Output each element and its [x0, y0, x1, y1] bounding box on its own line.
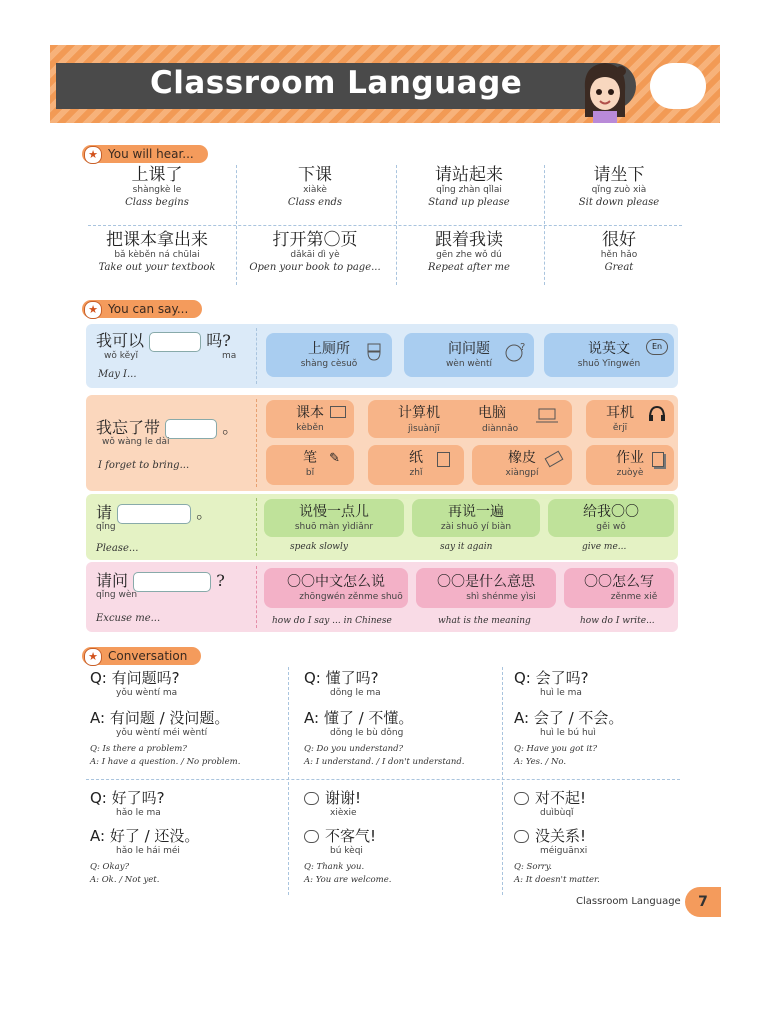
hear-item	[240, 230, 390, 275]
conv-answer-pinyin: méiguānxi	[540, 846, 588, 856]
conv-question: Q: 有问题吗?	[90, 669, 180, 687]
hear-pinyin: shàngkè le	[132, 185, 182, 195]
hear-zh: 上课了	[131, 165, 183, 185]
conv-question-pinyin: yǒu wèntí ma	[116, 688, 178, 698]
phrase-zh: 给我〇〇	[583, 504, 639, 520]
phrase-zh: 问问题	[448, 341, 490, 357]
conv-question: Q: 懂了吗?	[304, 669, 379, 687]
conv-en-q: Q: Sorry.	[514, 862, 552, 872]
hear-en: Take out your textbook	[98, 262, 216, 273]
book-icon	[330, 406, 346, 418]
hear-item	[240, 165, 390, 210]
phrase-what-meaning	[416, 568, 556, 608]
phrase-how-write	[564, 568, 674, 608]
hear-pinyin: gēn zhe wǒ dú	[436, 250, 502, 260]
pattern-forget	[96, 415, 238, 439]
page	[50, 45, 720, 925]
divider	[86, 779, 680, 780]
item-zh: 作业	[616, 450, 644, 466]
item-headphones	[586, 400, 674, 438]
hear-pinyin: bǎ kèběn ná chūlai	[114, 250, 200, 260]
hear-en: Repeat after me	[428, 262, 510, 273]
item-zh: 课本	[296, 405, 324, 421]
phrase-pinyin: shuō Yīngwén	[577, 359, 641, 369]
conv-question-pinyin: duìbùqǐ	[540, 808, 574, 818]
pattern-pinyin: qǐng	[96, 522, 116, 532]
conv-en-a: A: I understand. / I don't understand.	[304, 757, 465, 767]
blank-box	[133, 572, 211, 592]
star-icon: ★	[84, 146, 102, 164]
laptop-icon	[536, 408, 558, 424]
conv-answer-pinyin: huì le bú huì	[540, 728, 596, 738]
pattern-zh: 我可以	[96, 331, 145, 350]
conv-answer-pinyin: yǒu wèntí méi wèntí	[116, 728, 208, 738]
conv-en-a: A: Yes. / No.	[514, 757, 567, 767]
star-icon: ★	[84, 301, 102, 319]
conv-answer-pinyin: hǎo le hái méi	[116, 846, 180, 856]
phrase-pinyin: wèn wèntí	[445, 359, 493, 369]
conv-question-pinyin: xièxie	[330, 808, 357, 818]
hear-pinyin: hěn hǎo	[600, 250, 638, 260]
svg-text:?: ?	[520, 342, 526, 353]
phrase-pinyin: zěnme xiě	[610, 592, 658, 602]
conversation-block	[514, 789, 714, 887]
phrase-pinyin: shàng cèsuǒ	[300, 359, 358, 369]
say-row-forget	[86, 395, 678, 491]
conv-en-a: A: You are welcome.	[304, 875, 392, 885]
phrase-zh: 〇〇中文怎么说	[287, 574, 385, 590]
item-paper	[368, 445, 464, 485]
hear-zh: 下课	[298, 165, 332, 185]
conv-question: 对不起!	[535, 789, 587, 807]
headphones-icon	[648, 406, 666, 422]
speech-bubble-icon	[304, 792, 319, 805]
hear-zh: 打开第〇页	[272, 230, 358, 250]
pattern-en: Please...	[96, 543, 139, 554]
page-title: Classroom Language	[150, 65, 523, 101]
hear-zh: 请站起来	[435, 165, 503, 185]
phrase-zh: 上厕所	[308, 341, 350, 357]
conv-question: Q: 会了吗?	[514, 669, 589, 687]
phrase-pinyin: shuō màn yìdiǎnr	[294, 522, 374, 532]
banner-end-cap	[650, 63, 706, 109]
conv-answer: 没关系!	[535, 827, 587, 845]
item-zh: 橡皮	[508, 450, 536, 466]
item-pinyin: zhǐ	[409, 468, 423, 478]
divider	[88, 225, 682, 226]
item-zh: 计算机	[398, 405, 440, 421]
pattern-zh-end: ?	[216, 571, 225, 590]
blank-box	[117, 504, 191, 524]
hear-item	[544, 230, 694, 275]
pattern-zh: 我忘了带	[96, 418, 161, 437]
conv-en-q: Q: Do you understand?	[304, 744, 404, 754]
item-pen	[266, 445, 354, 485]
conv-en-q: Q: Thank you.	[304, 862, 365, 872]
phrase-en: how do I say ... in Chinese	[272, 616, 392, 626]
hear-zh: 请坐下	[593, 165, 645, 185]
section-label: You can say...	[108, 302, 189, 316]
girl-mascot-icon	[575, 59, 635, 123]
hear-en: Great	[604, 262, 634, 273]
item-zh: 耳机	[606, 405, 634, 421]
hear-zh: 很好	[602, 230, 636, 250]
item-eraser	[472, 445, 572, 485]
hear-zh: 把课本拿出来	[106, 230, 208, 250]
pattern-pinyin: wǒ wàng le dài	[102, 437, 170, 447]
conversation-block	[90, 789, 290, 887]
say-row-may	[86, 324, 678, 388]
conv-en-q: Q: Okay?	[90, 862, 130, 872]
hear-zh: 跟着我读	[435, 230, 503, 250]
phrase-say-again	[412, 499, 540, 537]
hear-en: Sit down please	[578, 197, 660, 208]
phrase-give-me	[548, 499, 674, 537]
phrase-bathroom	[266, 333, 392, 377]
title-banner	[50, 45, 720, 123]
conv-answer: 不客气!	[325, 827, 377, 845]
star-icon: ★	[84, 648, 102, 666]
pattern-en: I forget to bring...	[98, 460, 190, 471]
conv-en-a: A: Ok. / Not yet.	[90, 875, 160, 885]
phrase-en: how do I write...	[580, 616, 655, 626]
hear-pinyin: qǐng zuò xià	[591, 185, 647, 195]
conv-en-q: Q: Is there a problem?	[90, 744, 187, 754]
conv-question-pinyin: hǎo le ma	[116, 808, 161, 818]
say-row-excuse	[86, 562, 678, 632]
conv-en-q: Q: Have you got it?	[514, 744, 598, 754]
pencil-icon: ✎	[329, 451, 340, 466]
item-computer	[368, 400, 572, 438]
item-pinyin: xiàngpí	[505, 468, 539, 478]
thinking-boy-icon	[504, 341, 526, 363]
section-tag-hear	[82, 145, 208, 163]
section-label: You will hear...	[108, 147, 194, 161]
item-homework	[586, 445, 674, 485]
conv-en-a: A: It doesn't matter.	[514, 875, 600, 885]
pattern-zh-end: 。	[196, 503, 213, 522]
blank-box	[149, 332, 201, 352]
divider	[256, 498, 257, 556]
item-textbook	[266, 400, 354, 438]
hear-pinyin: xiàkè	[303, 185, 327, 195]
item-pinyin: bǐ	[305, 468, 315, 478]
pattern-zh-end: 。	[222, 418, 239, 437]
section-label: Conversation	[108, 649, 188, 663]
pattern-please	[96, 500, 212, 524]
pattern-zh-end: 吗?	[206, 331, 231, 350]
hear-grid	[88, 163, 718, 293]
phrase-en: what is the meaning	[438, 616, 531, 626]
phrase-zh: 〇〇是什么意思	[437, 574, 535, 590]
conv-answer: A: 有问题 / 没问题。	[90, 709, 230, 727]
conversation-block	[304, 669, 504, 769]
conversation-block	[304, 789, 504, 887]
hear-en: Open your book to page...	[249, 262, 381, 273]
speech-bubble-icon	[514, 792, 529, 805]
pattern-may	[96, 328, 231, 352]
item-zh: 笔	[303, 450, 317, 466]
phrase-en: give me...	[582, 542, 627, 552]
phrase-zh: 再说一遍	[448, 504, 504, 520]
pattern-en: Excuse me...	[96, 613, 161, 624]
conv-question: Q: 好了吗?	[90, 789, 165, 807]
phrase-pinyin: zài shuō yí biàn	[440, 522, 512, 532]
pattern-excuse	[96, 568, 225, 592]
pattern-zh: 请	[96, 503, 113, 522]
phrase-ask-question	[404, 333, 534, 377]
hear-item	[544, 165, 694, 210]
hear-item	[82, 230, 232, 275]
phrase-how-say-chinese	[264, 568, 408, 608]
hear-en: Class begins	[125, 197, 189, 208]
hear-en: Class ends	[287, 197, 343, 208]
item-zh: 纸	[409, 450, 423, 466]
phrase-pinyin: gěi wǒ	[596, 522, 626, 532]
phrase-en: say it again	[440, 542, 493, 552]
phrase-zh: 〇〇怎么写	[584, 574, 654, 590]
conv-answer-pinyin: dǒng le bù dǒng	[330, 728, 404, 738]
conv-question: 谢谢!	[325, 789, 362, 807]
hear-en: Stand up please	[428, 197, 510, 208]
toilet-icon	[366, 343, 382, 363]
footer-label: Classroom Language	[576, 896, 681, 907]
phrase-pinyin: shì shénme yìsi	[466, 592, 536, 602]
pattern-pinyin: ma	[222, 351, 237, 361]
item-zh: 电脑	[478, 405, 506, 421]
speech-bubble-icon	[304, 830, 319, 843]
item-pinyin: diànnǎo	[482, 424, 519, 434]
speech-bubble-icon	[514, 830, 529, 843]
blank-box	[165, 419, 217, 439]
conversation-block	[514, 669, 714, 769]
item-pinyin: ěrjī	[612, 423, 628, 433]
say-row-please	[86, 494, 678, 560]
divider	[256, 566, 257, 628]
hear-item	[394, 165, 544, 210]
conv-answer: A: 会了 / 不会。	[514, 709, 624, 727]
divider	[256, 399, 257, 487]
conv-question-pinyin: huì le ma	[540, 688, 582, 698]
paper-icon	[437, 452, 450, 467]
speech-bubble-icon: En	[646, 339, 668, 355]
conv-question-pinyin: dǒng le ma	[330, 688, 381, 698]
section-tag-say	[82, 300, 202, 318]
pattern-pinyin: wǒ kěyǐ	[104, 351, 138, 361]
conversation-block	[90, 669, 290, 769]
phrase-zh: 说慢一点儿	[299, 504, 369, 520]
pattern-zh: 请问	[96, 571, 129, 590]
hear-item	[394, 230, 544, 275]
phrase-pinyin: zhōngwén zěnme shuō	[299, 592, 403, 602]
pattern-en: May I...	[98, 369, 137, 380]
divider	[256, 328, 257, 384]
conv-answer: A: 好了 / 还没。	[90, 827, 200, 845]
conv-answer: A: 懂了 / 不懂。	[304, 709, 414, 727]
phrase-en: speak slowly	[290, 542, 348, 552]
item-pinyin: zuòyè	[616, 468, 644, 478]
item-pinyin: jìsuànjī	[408, 424, 440, 434]
hear-pinyin: qǐng zhàn qǐlai	[436, 185, 502, 195]
hear-pinyin: dǎkāi dì yè	[290, 250, 340, 260]
pattern-pinyin: qǐng wèn	[96, 590, 138, 600]
phrase-zh: 说英文	[588, 341, 630, 357]
conv-answer-pinyin: bú kèqi	[330, 846, 363, 856]
section-tag-conversation	[82, 647, 201, 665]
phrase-speak-english	[544, 333, 674, 377]
conv-en-a: A: I have a question. / No problem.	[90, 757, 241, 767]
page-number: 7	[685, 887, 721, 917]
hear-item	[82, 165, 232, 210]
phrase-speak-slowly	[264, 499, 404, 537]
homework-icon	[652, 452, 664, 467]
item-pinyin: kèběn	[296, 423, 324, 433]
